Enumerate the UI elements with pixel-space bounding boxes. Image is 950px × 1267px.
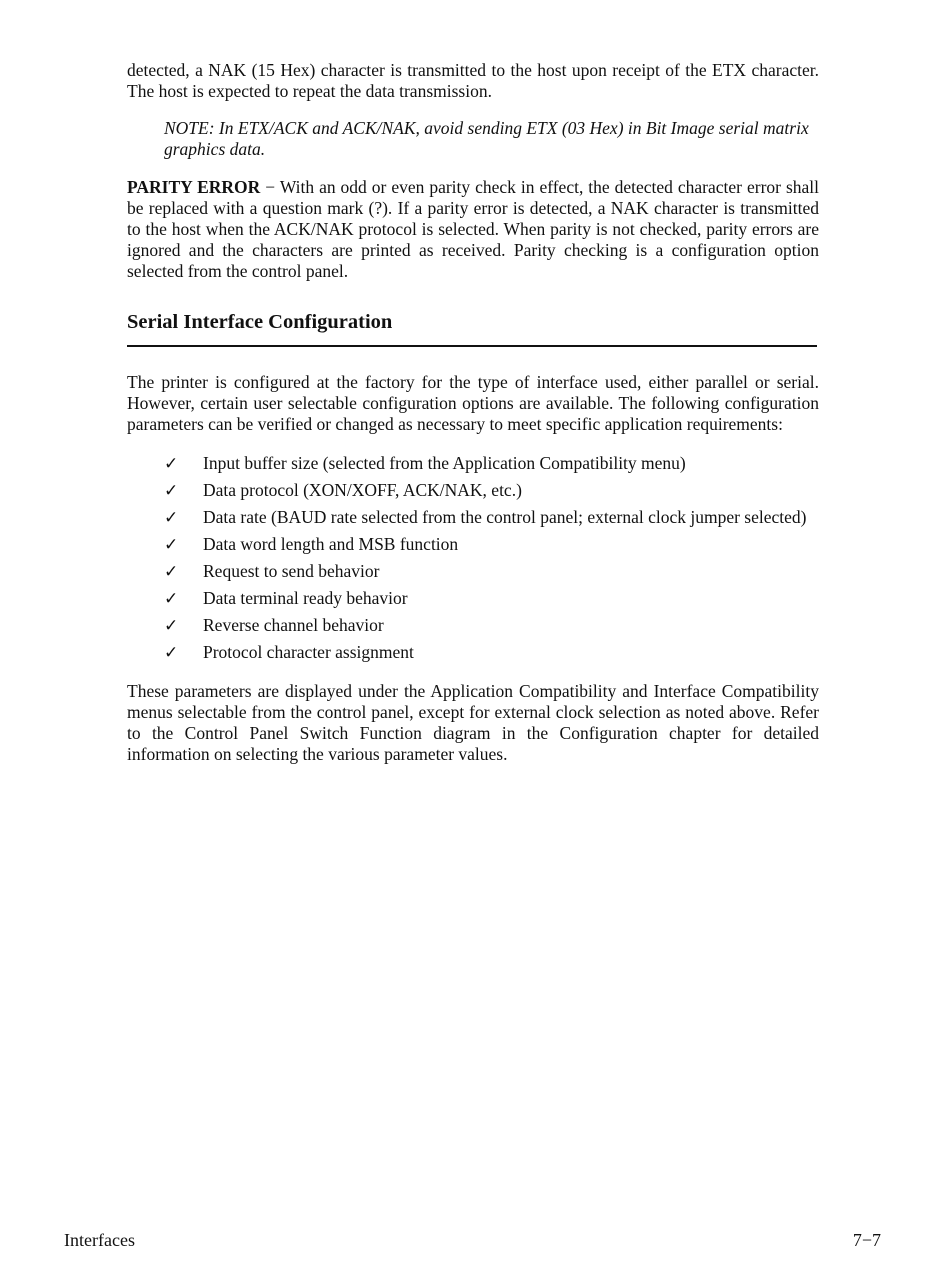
- config-option-label: Data protocol (XON/XOFF, ACK/NAK, etc.): [203, 480, 522, 500]
- config-intro-paragraph: The printer is configured at the factory for the type of interface used, either parallel or serial. However, certain user selectable configuration options are available. The following configuration parameters can be verified or changed as necessary to meet specific application requirements:: [127, 372, 819, 434]
- footer-page-number: 7−7: [852, 1230, 881, 1250]
- parity-error-dash: −: [260, 177, 280, 197]
- check-mark-icon: ✓: [164, 481, 179, 501]
- config-option-label: Reverse channel behavior: [203, 615, 384, 635]
- intro-paragraph: detected, a NAK (15 Hex) character is transmitted to the host upon receipt of the ETX character. The host is expected to repeat the data transmission.: [127, 60, 819, 101]
- config-option-item: [127, 453, 819, 474]
- check-mark-icon: ✓: [164, 454, 179, 474]
- config-option-item: [127, 507, 819, 528]
- config-option-item: [127, 642, 819, 663]
- check-mark-icon: ✓: [164, 643, 179, 663]
- config-option-item: [127, 561, 819, 582]
- parity-error-term: PARITY ERROR: [127, 177, 261, 197]
- check-mark-icon: ✓: [164, 616, 179, 636]
- config-option-item: [127, 534, 819, 555]
- parity-error-paragraph: [127, 177, 819, 282]
- check-mark-icon: ✓: [164, 508, 179, 528]
- config-option-label: Data terminal ready behavior: [203, 588, 408, 608]
- footer-chapter: Interfaces: [64, 1230, 135, 1250]
- check-mark-icon: ✓: [164, 589, 179, 609]
- config-option-label: Data word length and MSB function: [203, 534, 459, 554]
- section-heading: Serial Interface Configuration: [127, 310, 817, 347]
- check-mark-icon: ✓: [164, 562, 179, 582]
- config-option-label: Protocol character assignment: [203, 642, 414, 662]
- check-mark-icon: ✓: [164, 535, 179, 555]
- config-option-label: Request to send behavior: [203, 561, 380, 581]
- config-option-label: Data rate (BAUD rate selected from the control panel; external clock jumper selected): [203, 507, 807, 527]
- config-options-list: [127, 453, 819, 663]
- config-option-item: [127, 588, 819, 609]
- config-option-item: [127, 480, 819, 501]
- closing-paragraph: These parameters are displayed under the Application Compatibility and Interface Compatibility menus selectable from the control panel, except for external clock selection as noted above. Refer to the Control Panel Switch Function diagram in the Configuration chapter for detailed information on selecting the various parameter values.: [127, 681, 819, 764]
- note-paragraph: NOTE: In ETX/ACK and ACK/NAK, avoid sending ETX (03 Hex) in Bit Image serial matrix graphics data.: [164, 118, 809, 159]
- config-option-item: [127, 615, 819, 636]
- parity-error-text: With an odd or even parity check in effect, the detected character error shall be replaced with a question mark (?). If a parity error is detected, a NAK character is transmitted to the host when the ACK/NAK protocol is selected. When parity is not checked, parity errors are ignored and the characters are printed as received. Parity checking is a configuration option selected from the control panel.: [127, 177, 819, 281]
- page-content: [127, 60, 819, 765]
- config-option-label: Input buffer size (selected from the Application Compatibility menu): [203, 453, 686, 473]
